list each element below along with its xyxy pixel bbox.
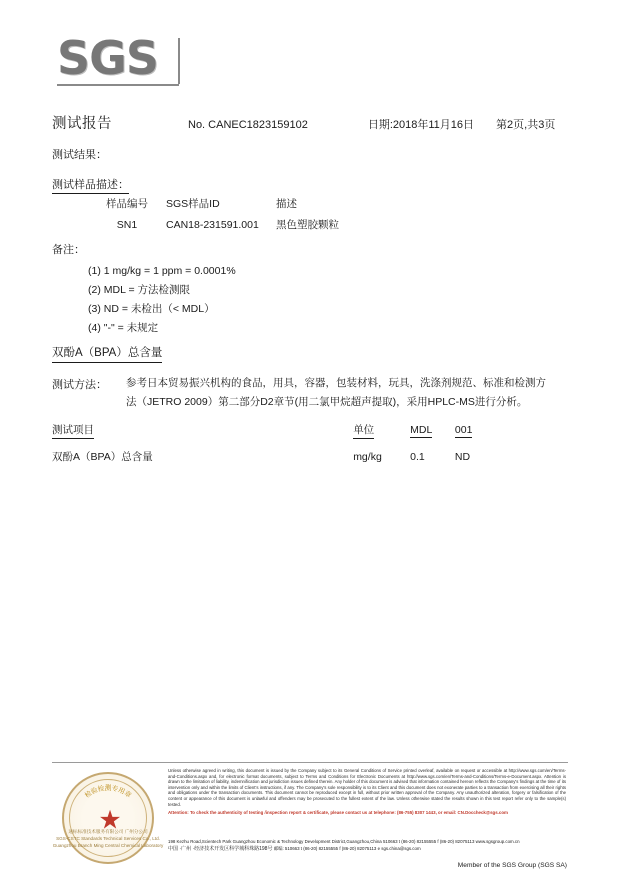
- cell-unit: mg/kg: [353, 450, 382, 463]
- page-indicator: 第2页,共3页: [496, 119, 556, 131]
- notes-label: 备注：: [52, 244, 85, 256]
- column-header-test-item-label: 测试项目: [52, 422, 94, 439]
- cell-sample-no: SN1: [116, 218, 138, 231]
- stamp-label-line-1: SGS-CSTC Standards Technical Services Co., Ltd.: [56, 836, 160, 841]
- table-row: [52, 442, 516, 464]
- notes-list: [88, 262, 236, 338]
- column-header-description: 描述: [276, 198, 297, 210]
- stamp-arc-label: 检验检测专用章: [83, 784, 133, 800]
- star-icon: ★: [98, 804, 122, 835]
- logo-vertical-tick: [178, 38, 180, 84]
- footer-address-cn: 中国 ·广州 ·经济技术开发区科学城科珠路198号: [168, 846, 273, 852]
- stamp-lab-labels: [40, 828, 176, 849]
- list-item: (3) ND = 未检出（< MDL）: [88, 303, 215, 315]
- column-header-unit: [353, 422, 410, 442]
- column-header-mdl: [410, 422, 455, 442]
- sample-description-label: 测试样品描述：: [52, 176, 129, 194]
- footer-legal-paragraph: Unless otherwise agreed in writing, this document is issued by the Company subject to its General Conditions of Service printed overleaf, available on request or accessible at http://www.sgs.com/en/Terms-and-Conditions.aspx and, for electronic format documents, subject to Terms and Conditions for Electronic Documents at http://www.sgs.com/en/Terms-and-Conditions/Terms-e-Document.aspx. Attention is drawn to the limitation of liability, indemnification and jurisdiction issues defined therein. Any holder of this document is advised that information contained hereon reflects the Company's findings at the time of its intervention only and within the limits of Client's instructions, if any. The Company's sole responsibility is to its Client and this document does not exonerate parties to a transaction from exercising all their rights and obligations under the transaction documents. This document cannot be reproduced except in full, without prior written approval of the Company. Any unauthorized alteration, forgery or falsification of the content or appearance of this document is unlawful and offenders may be prosecuted to the fullest extent of the law. Unless otherwise stated the results shown in this test report refer only to the sample(s) tested.: [168, 768, 566, 807]
- cell-sgs-sample-id: CAN18-231591.001: [166, 218, 259, 231]
- list-item: (2) MDL = 方法检测限: [88, 284, 190, 296]
- section-title-bpa: 双酚A（BPA）总含量: [52, 344, 162, 363]
- footer-divider: [52, 762, 568, 763]
- sample-description-table: [88, 196, 396, 232]
- table-header-row: [52, 422, 516, 442]
- cell-result-001: ND: [454, 450, 471, 463]
- stamp-label-line-3: 通标标准技术服务有限公司 广州分公司: [68, 829, 148, 834]
- column-header-sample-001-label: 001: [454, 423, 473, 436]
- cell-description: 黑色塑胶颗粒: [276, 219, 339, 231]
- test-method-line-2: 法（JETRO 2009）第二部分D2章节(用二氯甲烷超声提取)，采用HPLC-MS进行分析。: [126, 396, 528, 408]
- footer-address-block: [168, 838, 566, 853]
- sgs-logo-block: [57, 31, 181, 86]
- column-header-sample-001: [455, 422, 516, 442]
- column-header-mdl-label: MDL: [410, 423, 433, 436]
- test-method-line-1: 参考日本贸易振兴机构的食品，用具，容器，包装材料，玩具，洗涤剂规范、标准和检测方: [126, 377, 546, 389]
- footer-address-cn-row: [168, 845, 566, 853]
- company-stamp: [52, 772, 164, 868]
- sgs-logo-text: SGS: [57, 31, 159, 85]
- list-item: (1) 1 mg/kg = 1 ppm = 0.0001%: [88, 265, 236, 277]
- results-table: [52, 422, 516, 464]
- report-title-row: [52, 112, 568, 133]
- test-results-label: 测试结果：: [52, 149, 107, 161]
- test-method-label: 测试方法：: [52, 379, 107, 391]
- cell-test-item: 双酚A（BPA）总含量: [52, 451, 153, 463]
- footer-member-text: Member of the SGS Group (SGS SA): [457, 862, 567, 869]
- column-header-sample-no: 样品编号: [106, 198, 148, 210]
- report-number: No. CANEC1823159102: [188, 119, 308, 131]
- column-header-sgs-sample-id: SGS样品ID: [166, 198, 220, 210]
- list-item: (4) "-" = 未规定: [88, 322, 159, 334]
- footer-legal-text: [168, 768, 566, 816]
- column-header-test-item: [52, 422, 353, 442]
- table-row: [88, 217, 396, 232]
- page-title: 测试报告: [52, 116, 112, 132]
- column-header-unit-label: 单位: [353, 422, 374, 439]
- svg-text:检验检测专用章: [83, 783, 134, 800]
- footer-attention-note[interactable]: Attention: To check the authenticity of testing /inspection report & certificate, please contact us at telephone: (86-755) 8307 1443, or email: CN.Doccheck@sgs.com: [168, 810, 508, 816]
- test-method-text: [126, 374, 546, 412]
- footer-address-cn-tail: 邮编: 510663 t (86-20) 82155555 f (86-20) 82075113 e sgs.china@sgs.com: [273, 846, 421, 851]
- stamp-label-line-2: Guangzhou Branch Ming Central Chemical Laboratory: [52, 843, 164, 848]
- footer-address-en: 198 Kezhu Road,Scientech Park Guangzhou Economic & Technology Development District,Guangzhou,China 510663 t (86-20) 82155555 f (86-20) 82075113 www.sgsgroup.com.cn: [168, 839, 520, 844]
- report-date: 日期:2018年11月16日: [367, 119, 475, 131]
- table-header-row: [88, 196, 396, 217]
- cell-mdl: 0.1: [410, 450, 425, 463]
